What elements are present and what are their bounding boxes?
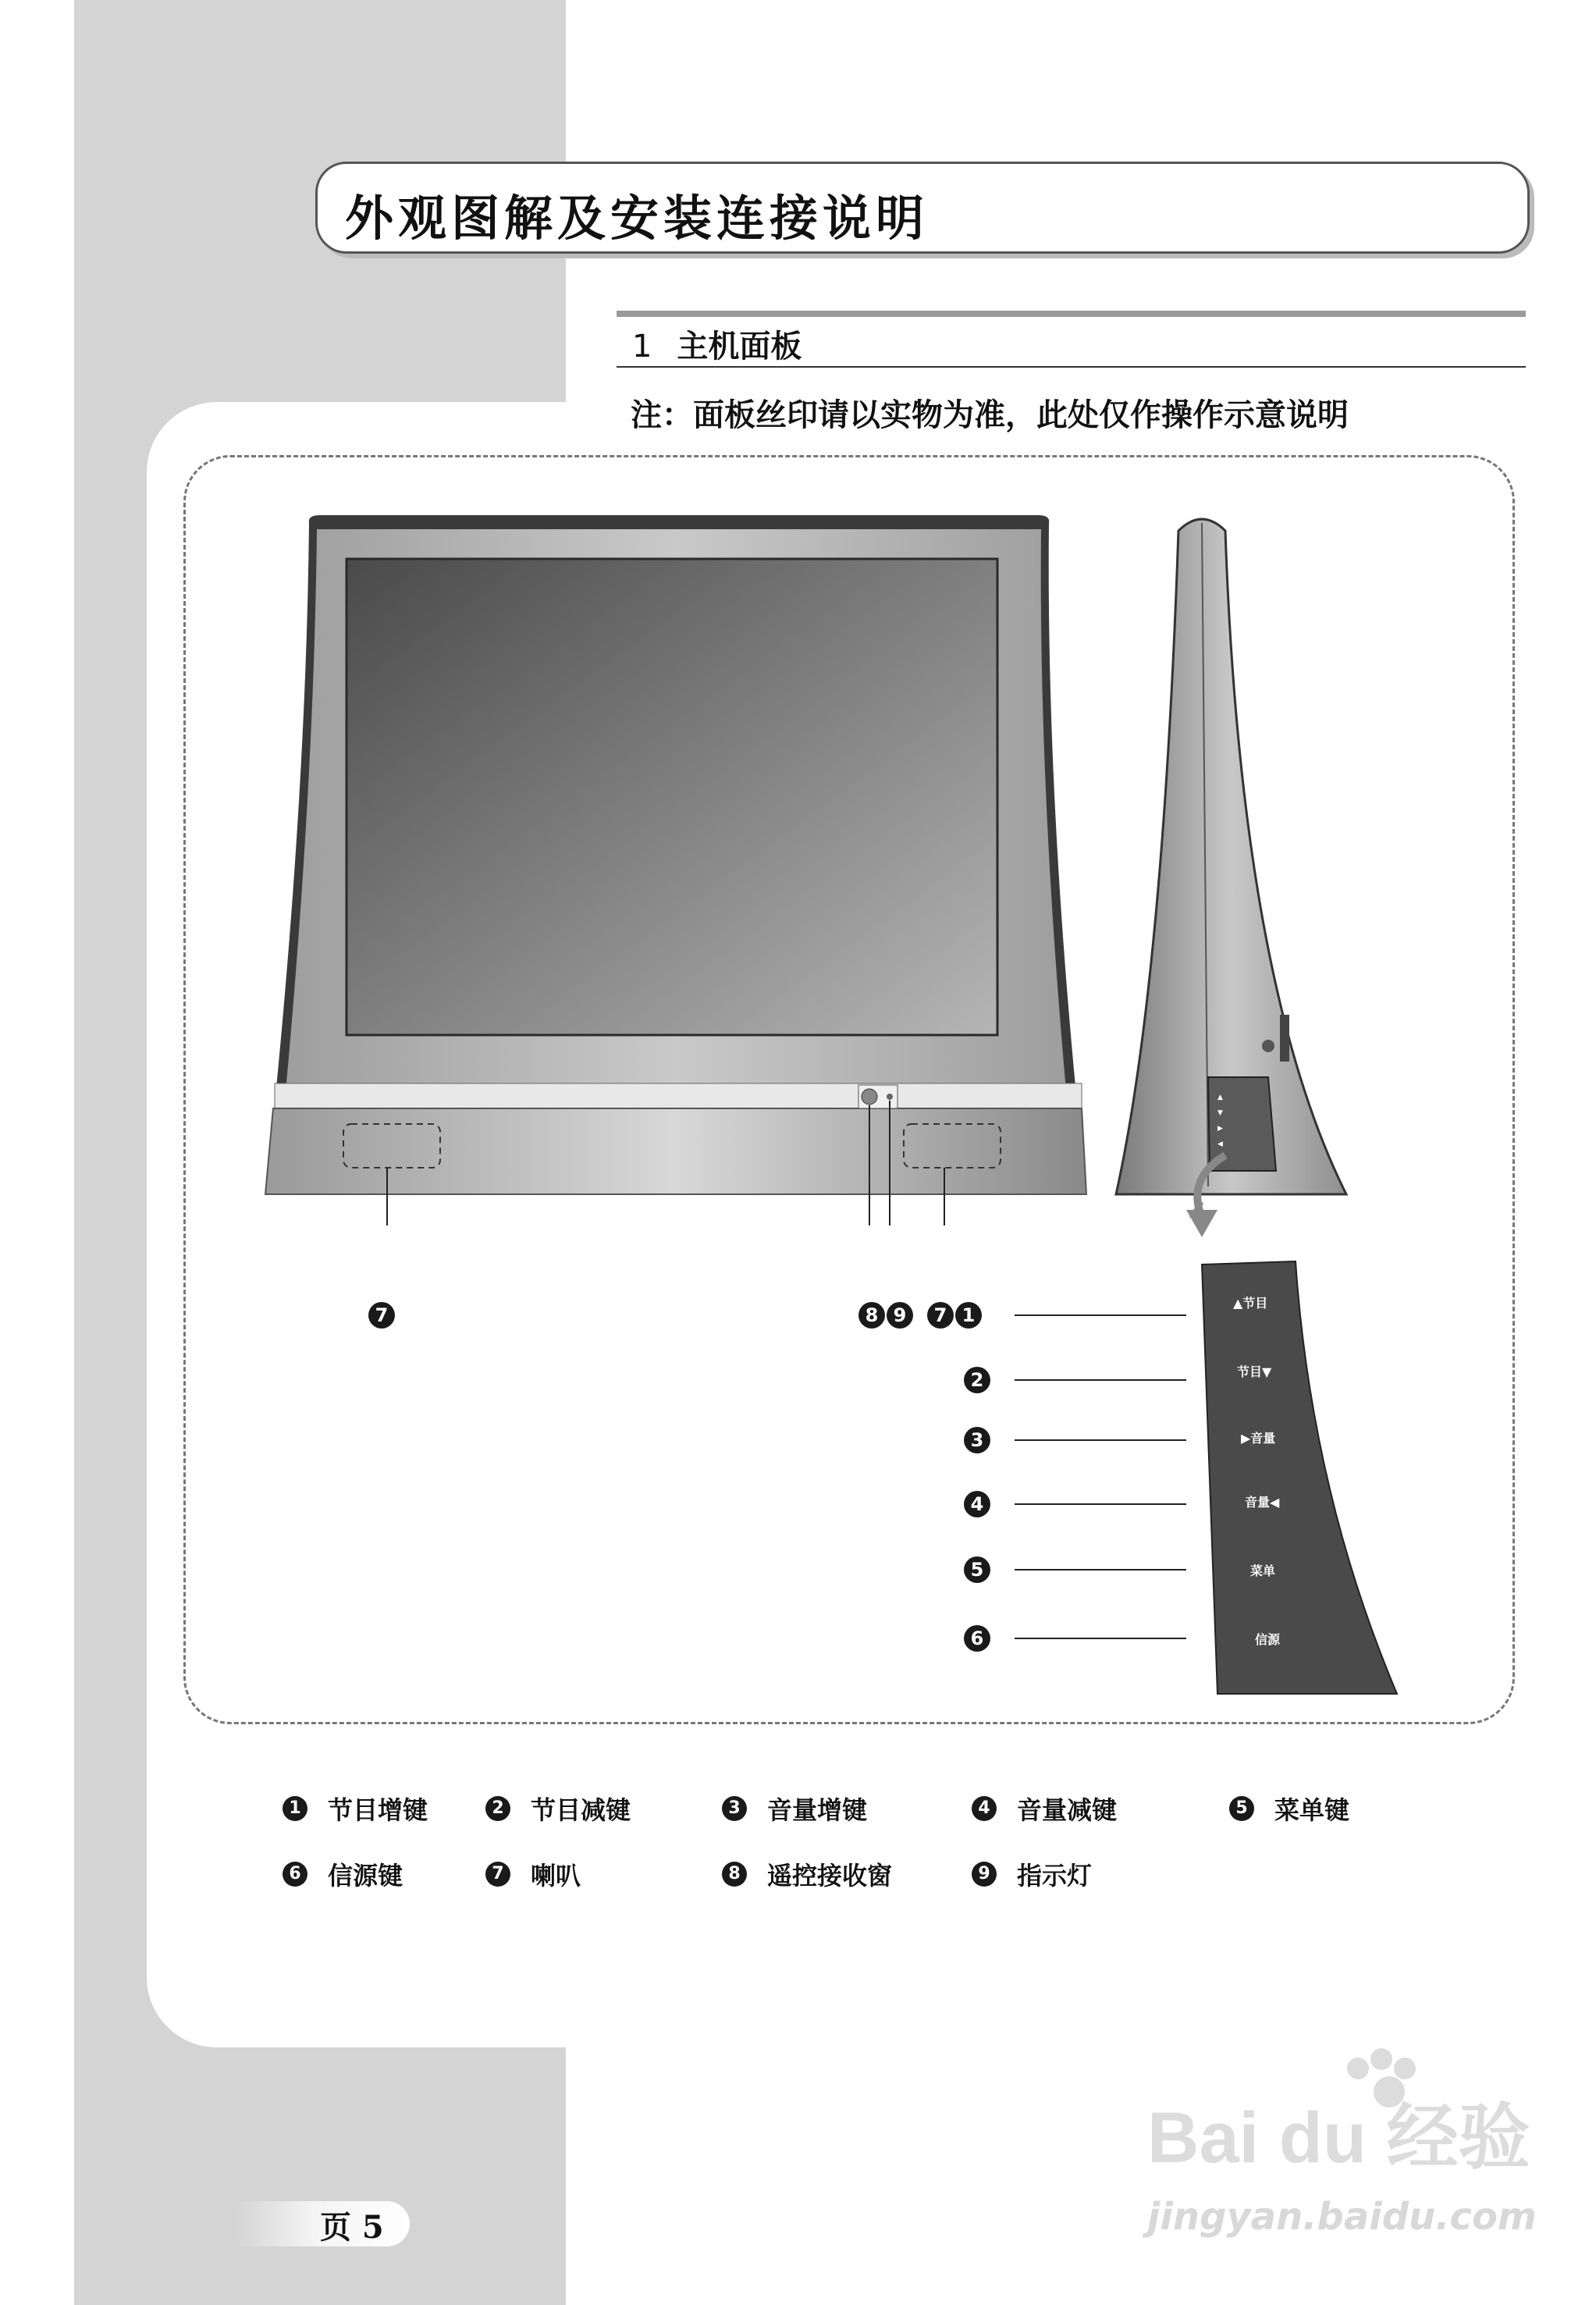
legend-label: 节目增键 [328,1795,428,1825]
button-panel-illustration [1194,1257,1413,1702]
note-text: 注：面板丝印请以实物为准，此处仅作操作示意说明 [631,397,1349,433]
legend-badge: 7 [485,1862,510,1887]
tv-front-illustration [250,507,1108,1225]
legend-item-5 [1229,1791,1349,1827]
page-number: 页 5 [320,2209,384,2246]
legend-badge: 2 [485,1796,510,1821]
panel-label-2 [1237,1362,1271,1380]
callout-badge: 4 [964,1491,990,1517]
panel-btn-label: 音量◀ [1245,1495,1280,1510]
legend-label: 喇叭 [531,1861,581,1891]
legend-badge: 9 [972,1862,997,1887]
legend-label: 指示灯 [1017,1861,1093,1891]
callout-badge: 7 [927,1302,954,1329]
panel-label-3 [1241,1428,1275,1446]
watermark-url: jingyan.baidu.com [1147,2195,1537,2239]
callout-badge: 6 [964,1625,990,1652]
legend-item-1 [283,1791,428,1827]
svg-text:◀: ◀ [1217,1140,1223,1148]
svg-text:▼: ▼ [1217,1109,1223,1117]
legend-label: 音量增键 [767,1795,868,1825]
legend-label: 节目减键 [531,1795,631,1825]
panel-callout-2 [964,1367,990,1393]
legend-item-9 [972,1856,1092,1892]
legend-badge: 3 [722,1796,747,1821]
panel-btn-label: 菜单 [1250,1563,1276,1578]
curved-arrow-icon [1171,1147,1249,1241]
panel-callout-5 [964,1556,990,1583]
panel-btn-label: ▶音量 [1241,1431,1276,1446]
panel-callout-4 [964,1491,990,1517]
legend-item-6 [283,1856,403,1892]
panel-label-1 [1233,1296,1267,1311]
callout-group-bottom [858,1302,982,1329]
panel-leader-lines [1015,1296,1194,1647]
callout-badge: 8 [858,1302,885,1329]
legend-label: 遥控接收窗 [767,1861,893,1891]
svg-text:▲: ▲ [1217,1094,1223,1101]
panel-btn-label: 节目▼ [1237,1364,1272,1379]
legend-badge: 1 [283,1796,307,1821]
svg-text:▶: ▶ [1217,1125,1223,1133]
page-title: 外观图解及安装连接说明 [345,190,930,247]
panel-label-4 [1245,1492,1279,1510]
legend-badge: 4 [972,1796,997,1821]
panel-btn-label: ▲节目 [1233,1296,1268,1311]
callout-speaker-left [368,1302,395,1329]
legend-label: 音量减键 [1017,1795,1118,1825]
panel-label-6 [1255,1630,1280,1648]
callout-badge: 9 [887,1302,913,1329]
legend-item-2 [485,1791,631,1827]
legend-item-3 [722,1791,867,1827]
legend-item-7 [485,1856,581,1892]
tv-side-illustration [1108,515,1358,1218]
panel-callout-6 [964,1625,990,1652]
callout-badge: 5 [964,1556,990,1583]
callout-badge: 7 [368,1302,395,1329]
section-heading [632,322,802,366]
legend-item-4 [972,1791,1117,1827]
legend-badge: 5 [1229,1796,1254,1821]
panel-callout-3 [964,1427,990,1453]
watermark-brand: Bai du 经验 [1147,2098,1530,2178]
panel-label-5 [1250,1561,1275,1579]
baidu-jingyan-watermark-logo [1132,2045,1537,2193]
callout-badge: 1 [955,1302,982,1329]
section-rule-bottom [617,366,1526,368]
legend-badge: 8 [722,1862,747,1887]
legend-label: 信源键 [328,1861,403,1891]
section-number: 1 [632,329,652,365]
legend-badge: 6 [283,1862,307,1887]
section-rule-top [617,311,1526,317]
title-box [315,162,1530,254]
spacer [915,1302,926,1329]
legend-item-8 [722,1856,892,1892]
legend-label: 菜单键 [1274,1795,1350,1825]
callout-badge: 2 [964,1367,990,1393]
panel-btn-label: 信源 [1255,1632,1281,1647]
section-title: 主机面板 [677,329,802,365]
callout-badge: 3 [964,1427,990,1453]
